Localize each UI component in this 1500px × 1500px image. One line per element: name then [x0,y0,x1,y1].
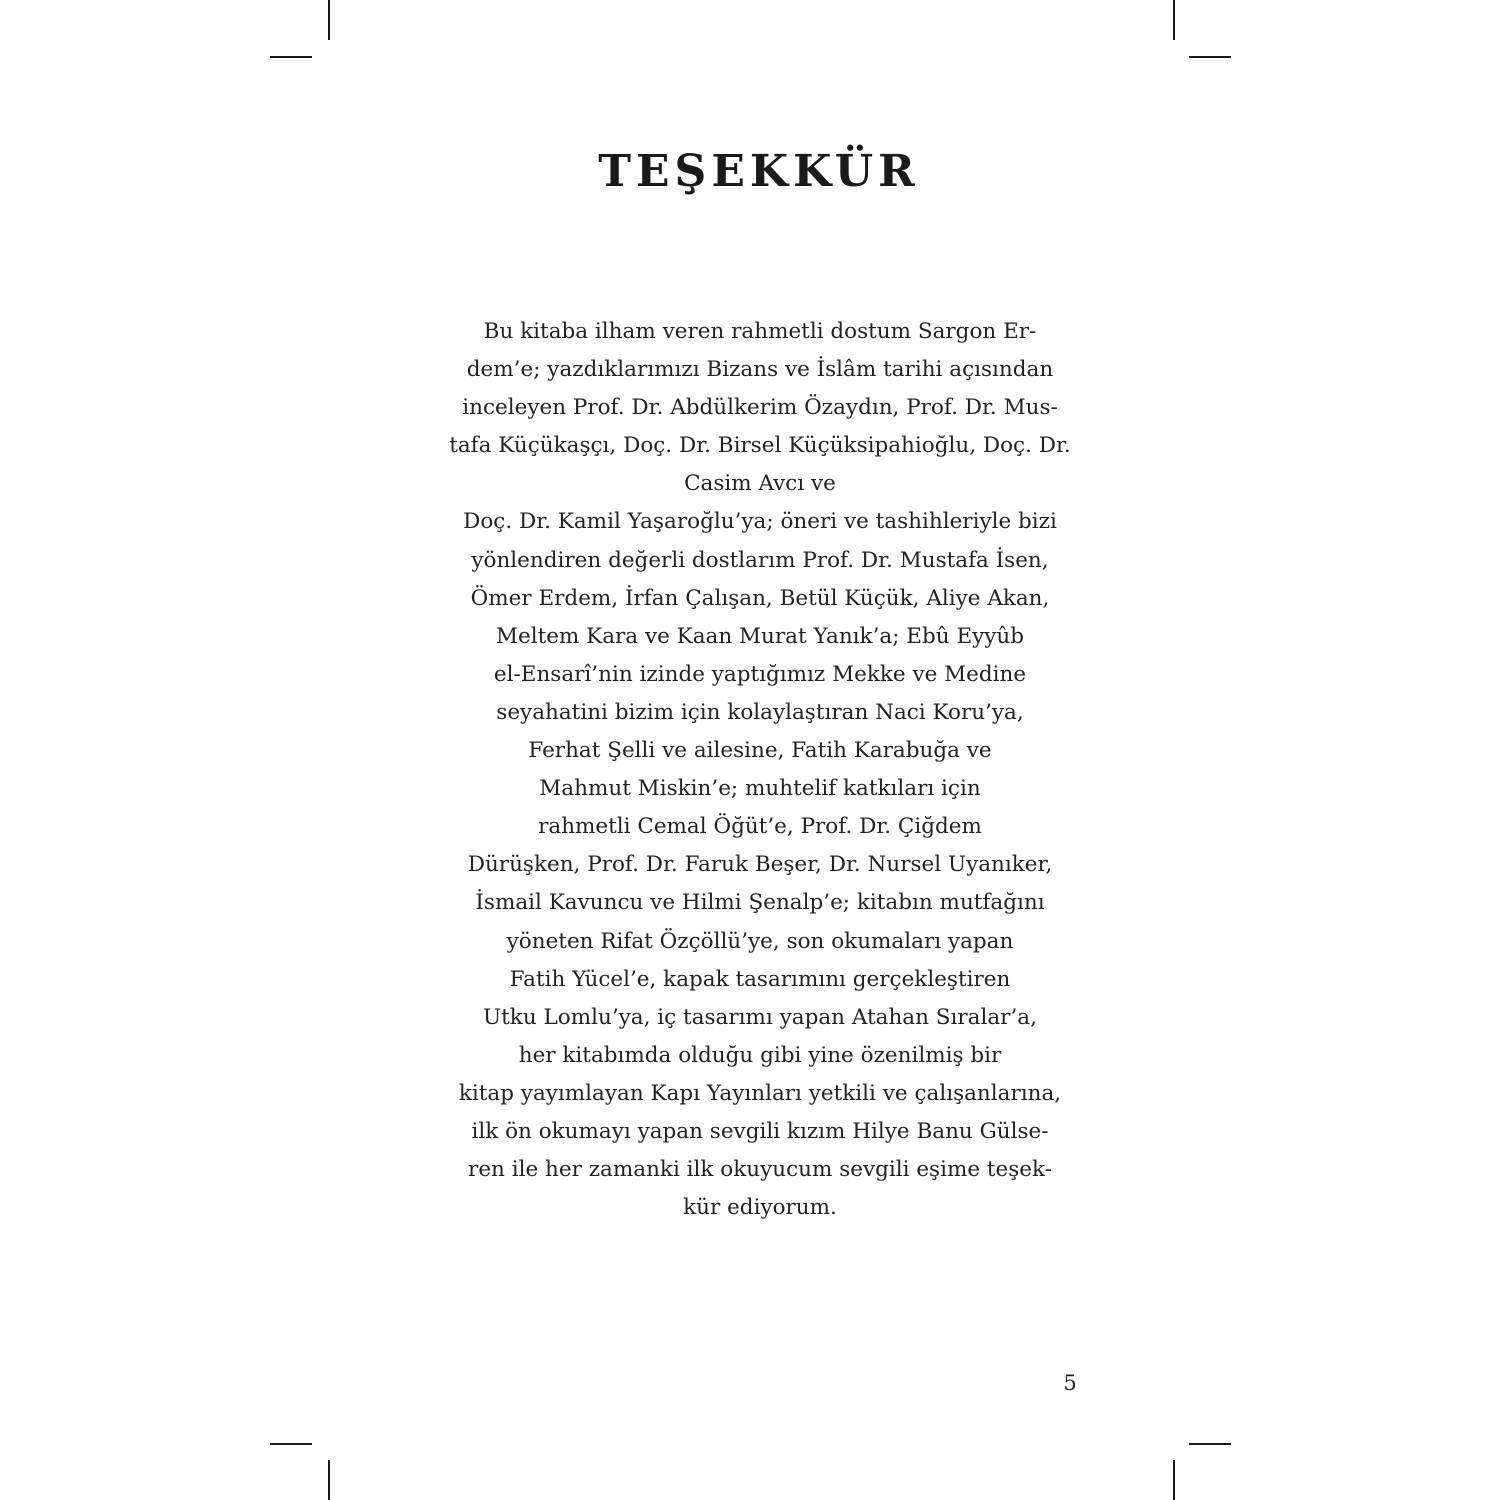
text-line: Doç. Dr. Kamil Yaşaroğlu’ya; öneri ve tashihleriyle bizi [463,509,1057,535]
text-line: yönlendiren değerli dostlarım Prof. Dr. Mustafa İsen, [471,547,1049,573]
text-line: Utku Lomlu’ya, iç tasarımı yapan Atahan Sıralar’a, [483,1004,1037,1030]
text-line: her kitabımda olduğu gibi yine özenilmiş bir [518,1042,1002,1068]
crop-mark-bottom-right-vertical [1173,1460,1175,1500]
text-line: Ömer Erdem, İrfan Çalışan, Betül Küçük, Aliye Akan, [470,585,1050,611]
text-line: el-Ensarî’nin izinde yaptığımız Mekke ve Medine [493,661,1027,687]
text-line: tafa Küçükaşçı, Doç. Dr. Birsel Küçüksipahioğlu, Doç. Dr. [449,433,1071,459]
text-line: Casim Avcı ve [684,471,836,497]
text-line: Bu kitaba ilham veren rahmetli dostum Sargon Er- [483,319,1037,344]
crop-mark-bottom-left-horizontal [270,1443,312,1445]
text-line: kitap yayımlayan Kapı Yayınları yetkili ve çalışanlarına, [458,1080,1062,1106]
text-line: ren ile her zamanki ilk okuyucum sevgili eşime teşek- [468,1157,1052,1183]
text-line: Mahmut Miskin’e; muhtelif katkıları için [539,776,981,802]
text-line: Meltem Kara ve Kaan Murat Yanık’a; Ebû Eyyûb [495,623,1025,649]
crop-mark-bottom-right-horizontal [1189,1443,1231,1445]
crop-mark-top-left-horizontal [270,56,312,58]
crop-mark-top-right-vertical [1173,0,1175,40]
crop-mark-top-right-horizontal [1189,56,1231,58]
page-number: 5 [1063,1371,1077,1395]
text-line: kür ediyorum. [683,1195,837,1221]
page-title: TEŞEKKÜR [598,146,920,197]
crop-mark-bottom-left-vertical [328,1460,330,1500]
text-line: Ferhat Şelli ve ailesine, Fatih Karabuğa ve [528,738,992,764]
text-line: yöneten Rifat Özçöllü’ye, son okumaları yapan [506,928,1014,954]
text-line: Dürüşken, Prof. Dr. Faruk Beşer, Dr. Nursel Uyanıker, [467,852,1053,878]
text-line: seyahatini bizim için kolaylaştıran Naci Koru’ya, [496,699,1024,725]
text-line: rahmetli Cemal Öğüt’e, Prof. Dr. Çiğdem [538,814,982,840]
text-line: inceleyen Prof. Dr. Abdülkerim Özaydın, Prof. Dr. Mus- [462,395,1058,421]
text-line: İsmail Kavuncu ve Hilmi Şenalp’e; kitabın mutfağını [475,890,1045,916]
acknowledgement-paragraph [420,313,1100,1227]
text-line: ilk ön okumayı yapan sevgili kızım Hilye Banu Gülse- [471,1118,1049,1144]
crop-mark-top-left-vertical [328,0,330,40]
text-line: Fatih Yücel’e, kapak tasarımını gerçekleştiren [509,966,1011,992]
text-line: dem’e; yazdıklarımızı Bizans ve İslâm tarihi açısından [466,357,1054,383]
